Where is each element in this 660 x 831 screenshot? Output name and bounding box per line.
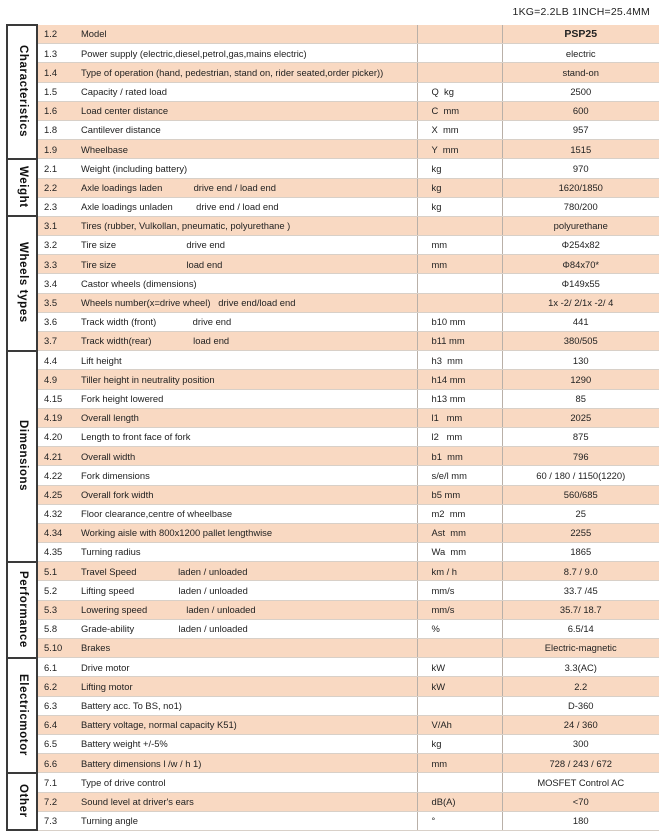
row-description: Axle loadings laden drive end / load end — [75, 178, 417, 197]
spec-row — [7, 216, 659, 235]
row-number: 7.3 — [37, 811, 75, 830]
row-value: 2500 — [502, 82, 659, 101]
row-unit: kW — [417, 658, 502, 677]
row-value: 33.7 /45 — [502, 581, 659, 600]
spec-row — [7, 696, 659, 715]
row-unit: dB(A) — [417, 792, 502, 811]
row-description: Axle loadings unladen drive end / load end — [75, 197, 417, 216]
spec-row — [7, 639, 659, 658]
spec-row — [7, 370, 659, 389]
row-description: Load center distance — [75, 101, 417, 120]
spec-row — [7, 523, 659, 542]
row-number: 3.2 — [37, 236, 75, 255]
spec-row — [7, 734, 659, 753]
row-unit: b11 mm — [417, 332, 502, 351]
row-unit — [417, 44, 502, 63]
row-description: Overall width — [75, 447, 417, 466]
spec-table — [6, 24, 659, 831]
row-value: 2025 — [502, 408, 659, 427]
row-unit: Y mm — [417, 140, 502, 159]
row-value: 957 — [502, 120, 659, 139]
row-number: 2.3 — [37, 197, 75, 216]
row-number: 6.4 — [37, 715, 75, 734]
row-number: 6.5 — [37, 734, 75, 753]
row-number: 2.2 — [37, 178, 75, 197]
row-unit — [417, 25, 502, 44]
row-unit: kg — [417, 178, 502, 197]
row-description: Turning radius — [75, 543, 417, 562]
spec-row — [7, 504, 659, 523]
spec-row — [7, 792, 659, 811]
row-unit: b5 mm — [417, 485, 502, 504]
row-number: 4.25 — [37, 485, 75, 504]
row-unit: ° — [417, 811, 502, 830]
row-number: 4.22 — [37, 466, 75, 485]
row-description: Fork dimensions — [75, 466, 417, 485]
row-value: stand-on — [502, 63, 659, 82]
spec-row — [7, 255, 659, 274]
row-number: 4.20 — [37, 427, 75, 446]
spec-row — [7, 773, 659, 792]
row-value: 796 — [502, 447, 659, 466]
row-value: Φ149x55 — [502, 274, 659, 293]
row-unit — [417, 63, 502, 82]
row-unit: C mm — [417, 101, 502, 120]
row-value: <70 — [502, 792, 659, 811]
spec-row — [7, 293, 659, 312]
spec-row — [7, 581, 659, 600]
row-description: Lowering speed laden / unloaded — [75, 600, 417, 619]
row-number: 1.8 — [37, 120, 75, 139]
row-number: 1.5 — [37, 82, 75, 101]
row-number: 4.19 — [37, 408, 75, 427]
row-number: 4.21 — [37, 447, 75, 466]
spec-row — [7, 619, 659, 638]
row-description: Tire size drive end — [75, 236, 417, 255]
row-unit: s/e/l mm — [417, 466, 502, 485]
spec-row — [7, 178, 659, 197]
row-description: Battery voltage, normal capacity K51) — [75, 715, 417, 734]
row-number: 7.2 — [37, 792, 75, 811]
category-label: Characteristics — [16, 45, 29, 138]
row-unit: l2 mm — [417, 427, 502, 446]
row-description: Track width (front) drive end — [75, 312, 417, 331]
row-value: Φ84x70* — [502, 255, 659, 274]
row-value: 35.7/ 18.7 — [502, 600, 659, 619]
category-cell — [7, 773, 37, 831]
row-unit: h3 mm — [417, 351, 502, 370]
row-number: 3.3 — [37, 255, 75, 274]
row-value: 1515 — [502, 140, 659, 159]
category-cell — [7, 159, 37, 217]
row-description: Capacity / rated load — [75, 82, 417, 101]
spec-row — [7, 389, 659, 408]
row-description: Brakes — [75, 639, 417, 658]
category-label: Performance — [16, 570, 29, 648]
row-number: 7.1 — [37, 773, 75, 792]
row-value: 130 — [502, 351, 659, 370]
row-value: Φ254x82 — [502, 236, 659, 255]
spec-row — [7, 44, 659, 63]
row-description: Battery weight +/-5% — [75, 734, 417, 753]
row-description: Power supply (electric,diesel,petrol,gas,mains electric) — [75, 44, 417, 63]
row-value: 1290 — [502, 370, 659, 389]
row-unit: % — [417, 619, 502, 638]
row-value: 970 — [502, 159, 659, 178]
spec-row — [7, 236, 659, 255]
row-unit — [417, 293, 502, 312]
row-value: 600 — [502, 101, 659, 120]
spec-row — [7, 120, 659, 139]
spec-row — [7, 811, 659, 830]
row-number: 3.6 — [37, 312, 75, 331]
row-value: Electric-magnetic — [502, 639, 659, 658]
row-number: 5.3 — [37, 600, 75, 619]
row-description: Working aisle with 800x1200 pallet lengthwise — [75, 523, 417, 542]
row-unit: b1 mm — [417, 447, 502, 466]
row-number: 4.32 — [37, 504, 75, 523]
row-unit: km / h — [417, 562, 502, 581]
row-unit: kW — [417, 677, 502, 696]
row-value: 875 — [502, 427, 659, 446]
category-label: Wheels types — [16, 242, 29, 324]
row-number: 5.10 — [37, 639, 75, 658]
spec-row — [7, 63, 659, 82]
row-description: Lifting speed laden / unloaded — [75, 581, 417, 600]
spec-row — [7, 485, 659, 504]
row-number: 1.3 — [37, 44, 75, 63]
row-description: Track width(rear) load end — [75, 332, 417, 351]
row-number: 3.1 — [37, 216, 75, 235]
row-description: Sound level at driver's ears — [75, 792, 417, 811]
row-value: 1620/1850 — [502, 178, 659, 197]
row-value: 1865 — [502, 543, 659, 562]
row-unit: Ast mm — [417, 523, 502, 542]
row-unit: X mm — [417, 120, 502, 139]
spec-row — [7, 274, 659, 293]
row-number: 1.6 — [37, 101, 75, 120]
row-unit — [417, 773, 502, 792]
row-value: 3.3(AC) — [502, 658, 659, 677]
row-number: 6.3 — [37, 696, 75, 715]
row-value: PSP25 — [502, 25, 659, 44]
row-value: 1x -2/ 2/1x -2/ 4 — [502, 293, 659, 312]
row-description: Fork height lowered — [75, 389, 417, 408]
row-description: Model — [75, 25, 417, 44]
spec-row — [7, 447, 659, 466]
category-label: Weight — [16, 166, 29, 208]
row-unit — [417, 696, 502, 715]
row-number: 5.8 — [37, 619, 75, 638]
row-description: Cantilever distance — [75, 120, 417, 139]
spec-row — [7, 312, 659, 331]
row-unit — [417, 216, 502, 235]
row-description: Lift height — [75, 351, 417, 370]
spec-row — [7, 332, 659, 351]
row-number: 1.2 — [37, 25, 75, 44]
row-unit: mm/s — [417, 581, 502, 600]
row-value: 560/685 — [502, 485, 659, 504]
spec-row — [7, 466, 659, 485]
category-label: Other — [16, 784, 29, 818]
row-unit — [417, 274, 502, 293]
row-number: 1.9 — [37, 140, 75, 159]
row-unit: b10 mm — [417, 312, 502, 331]
row-unit: mm — [417, 754, 502, 773]
category-cell — [7, 216, 37, 350]
row-unit: mm — [417, 255, 502, 274]
row-description: Wheelbase — [75, 140, 417, 159]
category-cell — [7, 562, 37, 658]
spec-row — [7, 197, 659, 216]
row-value: 441 — [502, 312, 659, 331]
row-description: Tires (rubber, Vulkollan, pneumatic, polyurethane ) — [75, 216, 417, 235]
row-number: 2.1 — [37, 159, 75, 178]
row-unit: kg — [417, 159, 502, 178]
row-unit: h13 mm — [417, 389, 502, 408]
row-value: 85 — [502, 389, 659, 408]
row-value: 180 — [502, 811, 659, 830]
row-value: 2.2 — [502, 677, 659, 696]
spec-row — [7, 408, 659, 427]
category-cell — [7, 25, 37, 159]
row-description: Tire size load end — [75, 255, 417, 274]
row-description: Floor clearance,centre of wheelbase — [75, 504, 417, 523]
row-unit: V/Ah — [417, 715, 502, 734]
row-value: 780/200 — [502, 197, 659, 216]
row-number: 3.4 — [37, 274, 75, 293]
row-unit: mm — [417, 236, 502, 255]
row-description: Type of drive control — [75, 773, 417, 792]
row-value: electric — [502, 44, 659, 63]
row-number: 4.4 — [37, 351, 75, 370]
row-description: Overall fork width — [75, 485, 417, 504]
row-unit: m2 mm — [417, 504, 502, 523]
row-number: 6.2 — [37, 677, 75, 696]
spec-row — [7, 754, 659, 773]
row-number: 4.15 — [37, 389, 75, 408]
row-value: 6.5/14 — [502, 619, 659, 638]
row-description: Travel Speed laden / unloaded — [75, 562, 417, 581]
row-unit: mm/s — [417, 600, 502, 619]
row-value: polyurethane — [502, 216, 659, 235]
spec-row — [7, 600, 659, 619]
spec-row — [7, 159, 659, 178]
spec-row — [7, 543, 659, 562]
row-description: Turning angle — [75, 811, 417, 830]
row-unit: Wa mm — [417, 543, 502, 562]
row-number: 5.1 — [37, 562, 75, 581]
row-description: Tiller height in neutrality position — [75, 370, 417, 389]
row-unit — [417, 639, 502, 658]
spec-row — [7, 427, 659, 446]
spec-row — [7, 351, 659, 370]
row-value: 728 / 243 / 672 — [502, 754, 659, 773]
row-value: D-360 — [502, 696, 659, 715]
category-label: Dimensions — [16, 419, 29, 492]
spec-row — [7, 25, 659, 44]
row-description: Length to front face of fork — [75, 427, 417, 446]
row-unit: Q kg — [417, 82, 502, 101]
row-unit: kg — [417, 734, 502, 753]
row-description: Weight (including battery) — [75, 159, 417, 178]
spec-row — [7, 715, 659, 734]
row-number: 4.9 — [37, 370, 75, 389]
category-cell — [7, 658, 37, 773]
row-number: 5.2 — [37, 581, 75, 600]
row-description: Battery acc. To BS, no1) — [75, 696, 417, 715]
spec-row — [7, 101, 659, 120]
row-number: 4.34 — [37, 523, 75, 542]
row-description: Wheels number(x=drive wheel) drive end/load end — [75, 293, 417, 312]
row-description: Battery dimensions l /w / h 1) — [75, 754, 417, 773]
row-value: 2255 — [502, 523, 659, 542]
row-value: MOSFET Control AC — [502, 773, 659, 792]
row-description: Drive motor — [75, 658, 417, 677]
row-description: Type of operation (hand, pedestrian, stand on, rider seated,order picker)) — [75, 63, 417, 82]
spec-row — [7, 140, 659, 159]
row-number: 1.4 — [37, 63, 75, 82]
row-number: 3.7 — [37, 332, 75, 351]
row-number: 6.1 — [37, 658, 75, 677]
row-value: 300 — [502, 734, 659, 753]
row-value: 60 / 180 / 1150(1220) — [502, 466, 659, 485]
row-number: 6.6 — [37, 754, 75, 773]
spec-row — [7, 82, 659, 101]
row-description: Lifting motor — [75, 677, 417, 696]
row-unit: l1 mm — [417, 408, 502, 427]
row-description: Overall length — [75, 408, 417, 427]
row-unit: h14 mm — [417, 370, 502, 389]
row-value: 8.7 / 9.0 — [502, 562, 659, 581]
row-description: Castor wheels (dimensions) — [75, 274, 417, 293]
row-value: 380/505 — [502, 332, 659, 351]
category-label: Electricmotor — [16, 673, 29, 756]
row-unit: kg — [417, 197, 502, 216]
spec-row — [7, 658, 659, 677]
row-description: Grade-ability laden / unloaded — [75, 619, 417, 638]
row-value: 24 / 360 — [502, 715, 659, 734]
spec-row — [7, 562, 659, 581]
unit-conversion-note: 1KG=2.2LB 1INCH=25.4MM — [512, 6, 650, 18]
spec-row — [7, 677, 659, 696]
row-number: 4.35 — [37, 543, 75, 562]
row-value: 25 — [502, 504, 659, 523]
category-cell — [7, 351, 37, 562]
row-number: 3.5 — [37, 293, 75, 312]
